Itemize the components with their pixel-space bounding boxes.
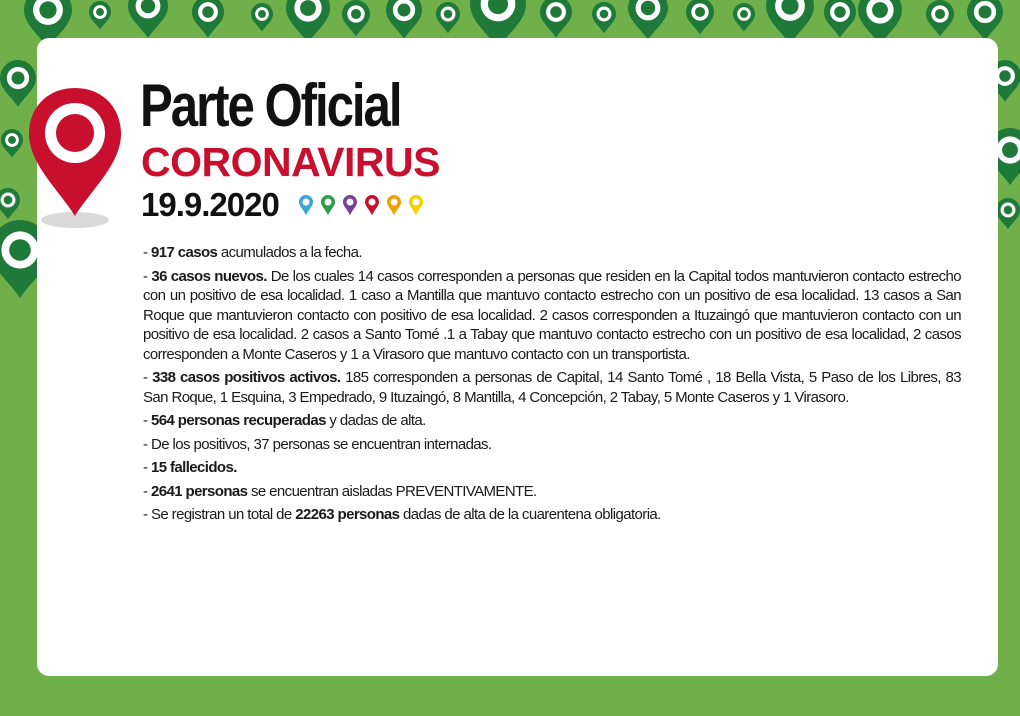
mini-pin-icon bbox=[409, 195, 423, 215]
pattern-pin-icon bbox=[286, 0, 330, 43]
pattern-pin-icon bbox=[436, 2, 460, 33]
colored-pins-icon bbox=[297, 193, 437, 221]
pattern-pin-icon bbox=[592, 2, 616, 33]
mini-pin-icon bbox=[387, 195, 401, 215]
report-item-deaths: - 15 fallecidos. bbox=[143, 459, 237, 476]
report-body bbox=[143, 243, 961, 529]
report-item-total: - 917 casos acumulados a la fecha. bbox=[143, 244, 362, 261]
mini-pin-icon bbox=[321, 195, 335, 215]
pattern-pin-icon bbox=[926, 0, 954, 36]
report-item-active-cases: - 338 casos positivos activos. 185 corresponden a personas de Capital, 14 Santo Tomé , 18 Bella Vista, 5 Paso de los Libres, 83 San Roque, 1 Esquina, 3 Empedrado, 9 Ituzaingó, 8 Mantilla, 4 Concepción, 2 Tabay, 5 Monte Caseros y 1 Virasoro. bbox=[143, 369, 962, 406]
pattern-pin-icon bbox=[0, 188, 20, 219]
pattern-pin-icon bbox=[89, 1, 111, 30]
report-date: 19.9.2020 bbox=[141, 186, 279, 223]
page-subtitle: CORONAVIRUS bbox=[141, 139, 440, 185]
report-item-recovered: - 564 personas recuperadas y dadas de alta. bbox=[143, 412, 426, 429]
pattern-pin-icon bbox=[192, 0, 224, 38]
pattern-pin-icon bbox=[628, 0, 668, 40]
report-item-new-cases: - 36 casos nuevos. De los cuales 14 casos corresponden a personas que residen en la Capital todos mantuvieron contacto estrecho con un positivo de esa localidad. 1 caso a Mantilla que mantuvo contacto estrecho con un positivo de esa localidad. 13 casos a San Roque que mantuvieron contacto con positivo de esa localidad. 2 casos corresponden a Ituzaingó que mantuvieron contacto con un positivo de esa localidad. 2 casos a Santo Tomé .1 a Tabay que mantuvo contacto estrecho con un positivo de esa localidad, 2 casos corresponden a Monte Caseros y 1 a Virasoro que mantuvo contacto con un transportista. bbox=[143, 267, 961, 363]
mini-pin-icon bbox=[343, 195, 357, 215]
location-pin-icon bbox=[23, 84, 127, 232]
pattern-pin-icon bbox=[1, 129, 23, 158]
report-item-quarantine-discharged: - Se registran un total de 22263 personas dadas de alta de la cuarentena obligatoria. bbox=[143, 506, 661, 523]
report-card bbox=[37, 38, 998, 676]
pattern-pin-icon bbox=[996, 198, 1020, 229]
pattern-pin-icon bbox=[540, 0, 572, 38]
mini-pin-icon bbox=[299, 195, 313, 215]
pattern-pin-icon bbox=[342, 0, 370, 36]
report-item-hospitalized: - De los positivos, 37 personas se encuentran internadas. bbox=[143, 435, 492, 453]
pattern-pin-icon bbox=[386, 0, 422, 39]
pattern-pin-icon bbox=[251, 3, 273, 32]
pattern-pin-icon bbox=[686, 0, 714, 34]
page-title: Parte Oficial bbox=[140, 72, 401, 139]
pattern-pin-icon bbox=[967, 0, 1003, 41]
report-item-isolated: - 2641 personas se encuentran aisladas PREVENTIVAMENTE. bbox=[143, 482, 537, 500]
pattern-pin-icon bbox=[128, 0, 168, 38]
pattern-pin-icon bbox=[824, 0, 856, 38]
pattern-pin-icon bbox=[733, 3, 755, 32]
mini-pin-icon bbox=[365, 195, 379, 215]
